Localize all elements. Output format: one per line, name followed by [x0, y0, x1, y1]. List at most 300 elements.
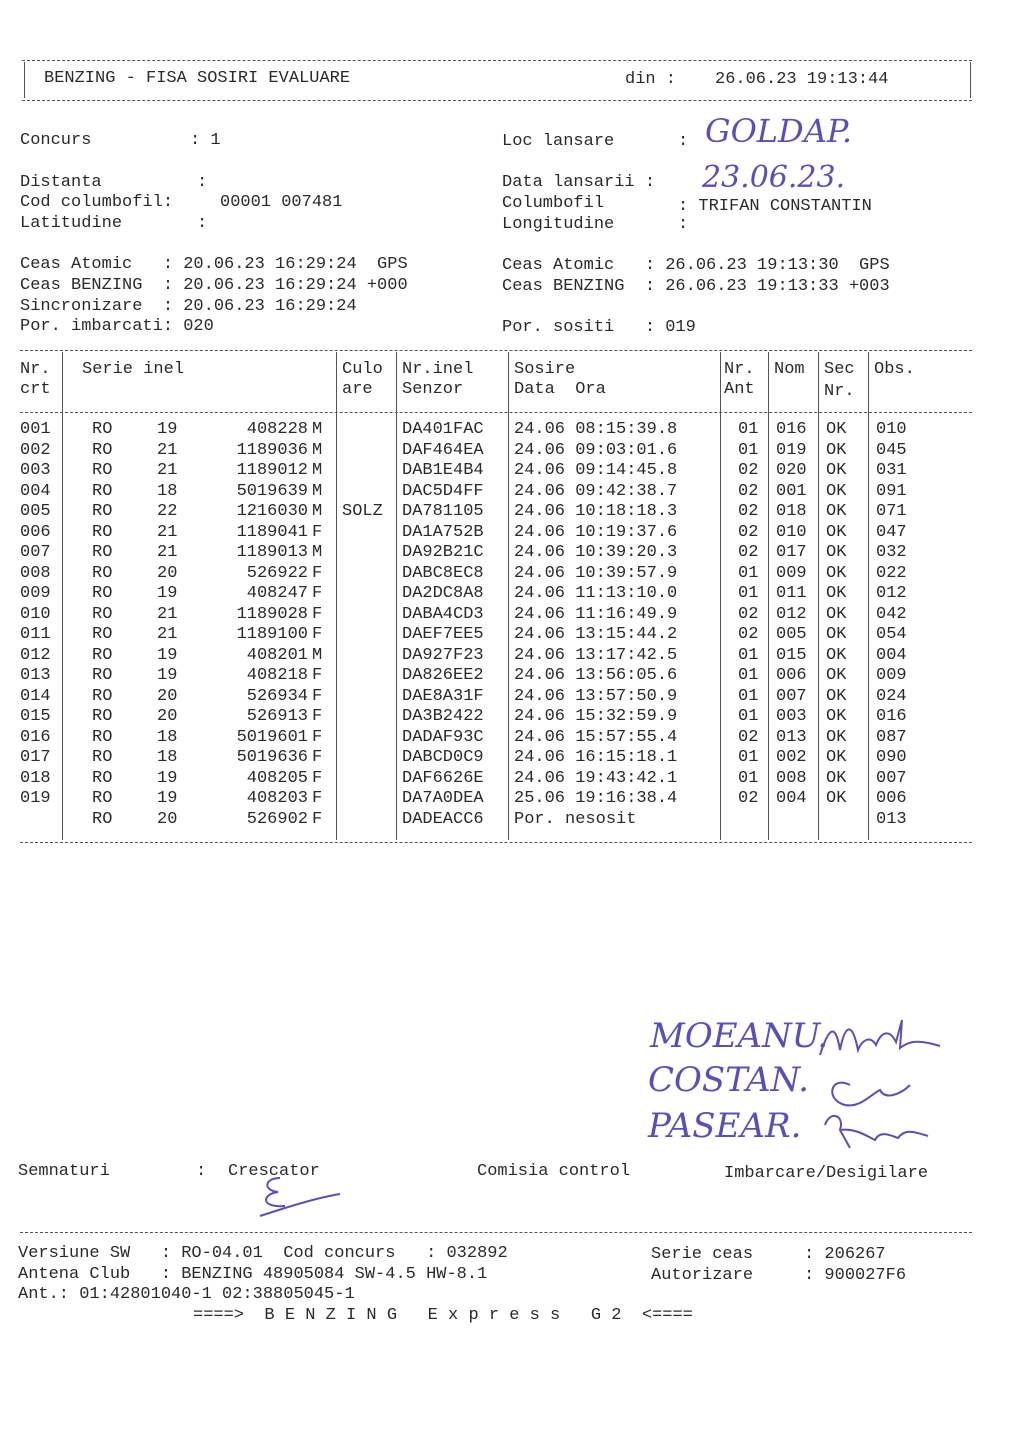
header-bottom-border	[22, 100, 972, 101]
row-ring-number: 526922	[246, 563, 308, 583]
row-antenna: 02	[738, 727, 759, 747]
row-year: 18	[157, 727, 178, 747]
row-obs: 054	[876, 625, 907, 644]
row-year: 19	[157, 666, 178, 685]
row-antenna: 01	[738, 420, 759, 439]
row-year: 20	[157, 707, 178, 726]
row-antenna: 01	[738, 768, 759, 788]
row-sensor: DAEF7EE5	[402, 625, 484, 644]
row-nr: 008	[20, 563, 51, 583]
table-row	[0, 687, 1024, 708]
din-label: din :	[625, 70, 677, 89]
row-year: 20	[157, 809, 178, 829]
row-sec: OK	[826, 768, 847, 788]
row-sensor: DA1A752B	[402, 522, 484, 542]
columbofil-label: Columbofil	[502, 194, 605, 213]
row-ring-number: 5019636	[236, 748, 308, 767]
row-arrival: 24.06 09:42:38.7	[514, 481, 678, 501]
crescator-label: Crescator	[228, 1162, 320, 1181]
row-sec: OK	[826, 461, 847, 480]
header-nr-inel: Nr.inel	[402, 360, 474, 379]
row-sex: F	[312, 686, 323, 706]
row-color: SOLZ	[342, 502, 383, 521]
imbarcare-label: Imbarcare/Desigilare	[724, 1164, 929, 1183]
row-arrival: 24.06 19:43:42.1	[514, 768, 678, 788]
row-sex: M	[312, 440, 323, 460]
row-nr: 007	[20, 543, 51, 562]
table-row	[0, 625, 1024, 646]
columbofil-value: : TRIFAN CONSTANTIN	[678, 197, 872, 216]
row-year: 20	[157, 686, 178, 706]
row-arrival: 24.06 09:14:45.8	[514, 461, 678, 480]
row-year: 21	[157, 604, 178, 624]
row-nom: 006	[776, 666, 807, 685]
row-nr: 011	[20, 625, 51, 644]
table-row	[0, 523, 1024, 544]
row-antenna: 01	[738, 686, 759, 706]
row-ring-number: 408203	[246, 789, 308, 808]
row-antenna: 01	[738, 440, 759, 460]
row-sex: F	[312, 768, 323, 788]
row-year: 21	[157, 440, 178, 460]
row-ring-number: 5019601	[236, 727, 308, 747]
row-obs: 024	[876, 686, 907, 706]
row-antenna: 02	[738, 502, 759, 521]
row-obs: 047	[876, 522, 907, 542]
row-sensor: DA92B21C	[402, 543, 484, 562]
row-ring-number: 1189028	[236, 604, 308, 624]
header-senzor: Senzor	[402, 380, 464, 399]
row-nom: 015	[776, 645, 807, 665]
row-nr: 006	[20, 522, 51, 542]
row-ring-number: 1189013	[236, 543, 308, 562]
row-obs: 013	[876, 809, 907, 829]
row-antenna: 02	[738, 481, 759, 501]
din-value: 26.06.23 19:13:44	[715, 70, 889, 89]
row-nom: 016	[776, 420, 807, 439]
row-nr: 001	[20, 420, 51, 439]
row-obs: 087	[876, 727, 907, 747]
row-nom: 005	[776, 625, 807, 644]
data-lansarii-label: Data lansarii :	[502, 173, 656, 192]
row-arrival: 24.06 10:39:20.3	[514, 543, 678, 562]
row-country: RO	[92, 727, 113, 747]
cod-value: 00001 007481	[220, 193, 343, 212]
row-nom: 003	[776, 707, 807, 726]
row-year: 21	[157, 522, 178, 542]
loc-value-handwritten: GOLDAP.	[705, 112, 853, 150]
row-sec: OK	[826, 420, 847, 439]
row-sex: M	[312, 461, 323, 480]
table-row	[0, 543, 1024, 564]
row-sensor: DAE8A31F	[402, 686, 484, 706]
porumbei-sositi: Por. sositi : 019	[502, 318, 696, 337]
row-sensor: DABA4CD3	[402, 604, 484, 624]
table-row	[0, 707, 1024, 728]
row-country: RO	[92, 645, 113, 665]
row-obs: 091	[876, 481, 907, 501]
row-nr: 005	[20, 502, 51, 521]
row-nr: 003	[20, 461, 51, 480]
row-year: 18	[157, 481, 178, 501]
row-nom: 002	[776, 748, 807, 767]
row-sex: M	[312, 645, 323, 665]
row-sec: OK	[826, 748, 847, 767]
row-sensor: DAB1E4B4	[402, 461, 484, 480]
row-sec: OK	[826, 707, 847, 726]
row-ring-number: 5019639	[236, 481, 308, 501]
row-year: 21	[157, 625, 178, 644]
row-antenna: 01	[738, 748, 759, 767]
row-ring-number: 1189041	[236, 522, 308, 542]
row-antenna: 02	[738, 543, 759, 562]
latitudine-label: Latitudine	[20, 214, 123, 233]
antena-club: Antena Club : BENZING 48905084 SW-4.5 HW-8.1	[18, 1265, 488, 1284]
row-arrival: 25.06 19:16:38.4	[514, 789, 678, 808]
row-sec: OK	[826, 789, 847, 808]
row-arrival: 24.06 16:15:18.1	[514, 748, 678, 767]
latitudine-value: :	[197, 214, 208, 233]
sincronizare: Sincronizare : 20.06.23 16:29:24	[20, 297, 357, 316]
row-year: 19	[157, 645, 178, 665]
header-nr: Nr.	[20, 360, 51, 379]
row-sex: M	[312, 543, 323, 562]
concurs-value: : 1	[190, 131, 221, 150]
row-sex: F	[312, 789, 323, 808]
header-sec: Sec	[824, 360, 855, 379]
row-arrival: 24.06 11:16:49.9	[514, 604, 678, 624]
row-obs: 006	[876, 789, 907, 808]
row-sec: OK	[826, 686, 847, 706]
porumbei-imbarcati: Por. imbarcati: 020	[20, 317, 214, 336]
row-obs: 010	[876, 420, 907, 439]
row-obs: 032	[876, 543, 907, 562]
row-nr: 018	[20, 768, 51, 788]
row-ring-number: 408205	[246, 768, 308, 788]
header-ant: Ant	[724, 380, 755, 399]
row-sec: OK	[826, 502, 847, 521]
row-year: 19	[157, 789, 178, 808]
row-arrival: 24.06 13:56:05.6	[514, 666, 678, 685]
row-arrival: 24.06 13:57:50.9	[514, 686, 678, 706]
table-row	[0, 789, 1024, 810]
row-ring-number: 408201	[246, 645, 308, 665]
row-obs: 042	[876, 604, 907, 624]
row-antenna: 02	[738, 604, 759, 624]
row-country: RO	[92, 461, 113, 480]
row-sensor: DA3B2422	[402, 707, 484, 726]
row-sex: F	[312, 666, 323, 685]
row-ring-number: 408247	[246, 584, 308, 603]
row-sex: F	[312, 563, 323, 583]
cod-label: Cod columbofil:	[20, 193, 174, 212]
row-sensor: DAC5D4FF	[402, 481, 484, 501]
table-row	[0, 646, 1024, 667]
longitudine-label: Longitudine	[502, 215, 615, 234]
commission-name-3: PASEAR.	[648, 1106, 802, 1146]
row-obs: 071	[876, 502, 907, 521]
row-country: RO	[92, 686, 113, 706]
row-nr: 019	[20, 789, 51, 808]
header-top-border	[22, 60, 972, 61]
row-year: 19	[157, 584, 178, 603]
row-antenna: 02	[738, 789, 759, 808]
table-bottom-border	[20, 842, 972, 843]
row-country: RO	[92, 543, 113, 562]
row-sec: OK	[826, 481, 847, 501]
row-arrival: 24.06 10:39:57.9	[514, 563, 678, 583]
versiune-sw: Versiune SW : RO-04.01 Cod concurs : 032892	[18, 1244, 508, 1263]
row-sex: F	[312, 584, 323, 603]
row-sensor: DABCD0C9	[402, 748, 484, 767]
row-nr: 009	[20, 584, 51, 603]
row-obs: 007	[876, 768, 907, 788]
row-country: RO	[92, 563, 113, 583]
distanta-value: :	[197, 173, 208, 192]
row-ring-number: 526934	[246, 686, 308, 706]
row-year: 21	[157, 461, 178, 480]
row-obs: 009	[876, 666, 907, 685]
row-sex: F	[312, 604, 323, 624]
row-country: RO	[92, 584, 113, 603]
table-row	[0, 584, 1024, 605]
row-sex: F	[312, 748, 323, 767]
row-nr: 014	[20, 686, 51, 706]
row-nr: 012	[20, 645, 51, 665]
row-obs: 045	[876, 440, 907, 460]
row-country: RO	[92, 440, 113, 460]
semnaturi-colon: :	[196, 1162, 207, 1181]
row-ring-number: 408228	[246, 420, 308, 439]
row-nom: 004	[776, 789, 807, 808]
benzing-banner: ====> B E N Z I N G E x p r e s s G 2 <====	[193, 1306, 693, 1325]
serie-ceas: Serie ceas : 206267	[651, 1245, 886, 1264]
row-sec: OK	[826, 440, 847, 460]
table-row	[0, 461, 1024, 482]
row-antenna: 02	[738, 625, 759, 644]
table-row	[0, 769, 1024, 790]
row-arrival: 24.06 13:17:42.5	[514, 645, 678, 665]
table-row	[0, 482, 1024, 503]
header-nr-ant: Nr.	[724, 360, 755, 379]
header-obs: Obs.	[874, 360, 915, 379]
row-obs: 031	[876, 461, 907, 480]
table-row	[0, 441, 1024, 462]
header-crt: crt	[20, 380, 51, 399]
header-culo: Culo	[342, 360, 383, 379]
ceas-atomic-start: Ceas Atomic : 20.06.23 16:29:24 GPS	[20, 255, 408, 274]
row-ring-number: 1189100	[236, 625, 308, 644]
row-sec: OK	[826, 584, 847, 603]
footer-separator	[20, 1232, 972, 1233]
row-obs: 012	[876, 584, 907, 603]
row-country: RO	[92, 625, 113, 644]
row-sec: OK	[826, 543, 847, 562]
row-nr: 015	[20, 707, 51, 726]
row-arrival: 24.06 08:15:39.8	[514, 420, 678, 439]
longitudine-value: :	[678, 215, 689, 234]
row-country: RO	[92, 666, 113, 685]
row-sensor: DADAF93C	[402, 727, 484, 747]
header-sosire: Sosire	[514, 360, 576, 379]
row-arrival: 24.06 15:32:59.9	[514, 707, 678, 726]
row-sex: M	[312, 502, 323, 521]
row-arrival: Por. nesosit	[514, 809, 637, 829]
row-country: RO	[92, 809, 113, 829]
row-sec: OK	[826, 522, 847, 542]
row-ring-number: 526913	[246, 707, 308, 726]
row-antenna: 01	[738, 666, 759, 685]
row-country: RO	[92, 502, 113, 521]
row-sec: OK	[826, 604, 847, 624]
row-country: RO	[92, 748, 113, 767]
row-ring-number: 408218	[246, 666, 308, 685]
antena-ids: Ant.: 01:42801040-1 02:38805045-1	[18, 1285, 355, 1304]
row-antenna: 02	[738, 522, 759, 542]
row-sex: M	[312, 481, 323, 501]
table-row	[0, 420, 1024, 441]
row-sec: OK	[826, 625, 847, 644]
row-antenna: 01	[738, 707, 759, 726]
row-nr: 002	[20, 440, 51, 460]
row-nr: 016	[20, 727, 51, 747]
row-year: 18	[157, 748, 178, 767]
row-nom: 019	[776, 440, 807, 460]
loc-label: Loc lansare	[502, 132, 615, 151]
row-nom: 008	[776, 768, 807, 788]
row-nom: 010	[776, 522, 807, 542]
row-year: 19	[157, 768, 178, 788]
row-ring-number: 1189012	[236, 461, 308, 480]
row-sensor: DADEACC6	[402, 809, 484, 829]
autorizare: Autorizare : 900027F6	[651, 1266, 907, 1285]
row-ring-number: 1216030	[236, 502, 308, 521]
row-country: RO	[92, 789, 113, 808]
table-row	[0, 605, 1024, 626]
row-obs: 016	[876, 707, 907, 726]
row-country: RO	[92, 707, 113, 726]
header-data-ora: Data Ora	[514, 380, 606, 399]
row-nom: 001	[776, 481, 807, 501]
commission-name-1: MOEANU.	[650, 1016, 829, 1056]
row-sensor: DA927F23	[402, 645, 484, 665]
row-antenna: 01	[738, 645, 759, 665]
ceas-benzing-start: Ceas BENZING : 20.06.23 16:29:24 +000	[20, 276, 408, 295]
row-nr: 017	[20, 748, 51, 767]
row-sec: OK	[826, 666, 847, 685]
table-row	[0, 748, 1024, 769]
ceas-atomic-end: Ceas Atomic : 26.06.23 19:13:30 GPS	[502, 256, 890, 275]
row-sex: F	[312, 522, 323, 542]
row-sensor: DA7A0DEA	[402, 789, 484, 808]
row-sex: F	[312, 707, 323, 726]
commission-name-2: COSTAN.	[648, 1060, 809, 1100]
row-country: RO	[92, 522, 113, 542]
row-sensor: DAF464EA	[402, 440, 484, 460]
row-arrival: 24.06 09:03:01.6	[514, 440, 678, 460]
table-header-border	[20, 412, 972, 413]
header-serie-inel: Serie inel	[82, 360, 185, 379]
row-sensor: DA401FAC	[402, 420, 484, 439]
row-country: RO	[92, 604, 113, 624]
row-sensor: DA781105	[402, 502, 484, 521]
commission-signatures	[810, 1010, 980, 1160]
table-row	[0, 564, 1024, 585]
comisia-control-label: Comisia control	[477, 1162, 631, 1181]
row-nom: 018	[776, 502, 807, 521]
row-country: RO	[92, 768, 113, 788]
table-row	[0, 502, 1024, 523]
data-lansarii-handwritten: 23.06.23.	[702, 160, 846, 195]
row-country: RO	[92, 420, 113, 439]
header-left-border	[24, 62, 25, 98]
row-nr: 013	[20, 666, 51, 685]
header-right-border	[970, 62, 971, 98]
table-top-border	[20, 350, 972, 351]
row-nom: 013	[776, 727, 807, 747]
row-sex: F	[312, 625, 323, 644]
row-ring-number: 1189036	[236, 440, 308, 460]
row-sex: F	[312, 809, 323, 829]
row-year: 21	[157, 543, 178, 562]
row-nom: 017	[776, 543, 807, 562]
row-obs: 004	[876, 645, 907, 665]
table-row	[0, 666, 1024, 687]
row-nr: 004	[20, 481, 51, 501]
row-nom: 020	[776, 461, 807, 480]
loc-colon: :	[678, 132, 689, 151]
row-nr: 010	[20, 604, 51, 624]
row-sensor: DA826EE2	[402, 666, 484, 685]
row-antenna: 01	[738, 563, 759, 583]
table-row	[0, 728, 1024, 749]
row-year: 20	[157, 563, 178, 583]
row-sex: M	[312, 420, 323, 439]
distanta-label: Distanta	[20, 173, 102, 192]
row-arrival: 24.06 10:19:37.6	[514, 522, 678, 542]
row-arrival: 24.06 10:18:18.3	[514, 502, 678, 521]
row-sec: OK	[826, 645, 847, 665]
row-sensor: DAF6626E	[402, 768, 484, 788]
row-sensor: DA2DC8A8	[402, 584, 484, 603]
row-year: 19	[157, 420, 178, 439]
row-antenna: 01	[738, 584, 759, 603]
row-arrival: 24.06 15:57:55.4	[514, 727, 678, 747]
ceas-benzing-end: Ceas BENZING : 26.06.23 19:13:33 +003	[502, 277, 890, 296]
row-country: RO	[92, 481, 113, 501]
row-sensor: DABC8EC8	[402, 563, 484, 583]
row-sec: OK	[826, 563, 847, 583]
row-nom: 007	[776, 686, 807, 706]
header-sec-nr: Nr.	[824, 382, 855, 401]
row-obs: 022	[876, 563, 907, 583]
table-row	[0, 810, 1024, 831]
header-are: are	[342, 380, 373, 399]
page-title: BENZING - FISA SOSIRI EVALUARE	[44, 69, 351, 88]
row-antenna: 02	[738, 461, 759, 480]
row-ring-number: 526902	[246, 809, 308, 829]
row-sec: OK	[826, 727, 847, 747]
crescator-signature	[240, 1168, 350, 1228]
row-sex: F	[312, 727, 323, 747]
row-arrival: 24.06 13:15:44.2	[514, 625, 678, 644]
row-year: 22	[157, 502, 178, 521]
header-nom: Nom	[774, 360, 805, 379]
row-nom: 009	[776, 563, 807, 583]
row-arrival: 24.06 11:13:10.0	[514, 584, 678, 603]
row-nom: 011	[776, 584, 807, 603]
row-nom: 012	[776, 604, 807, 624]
